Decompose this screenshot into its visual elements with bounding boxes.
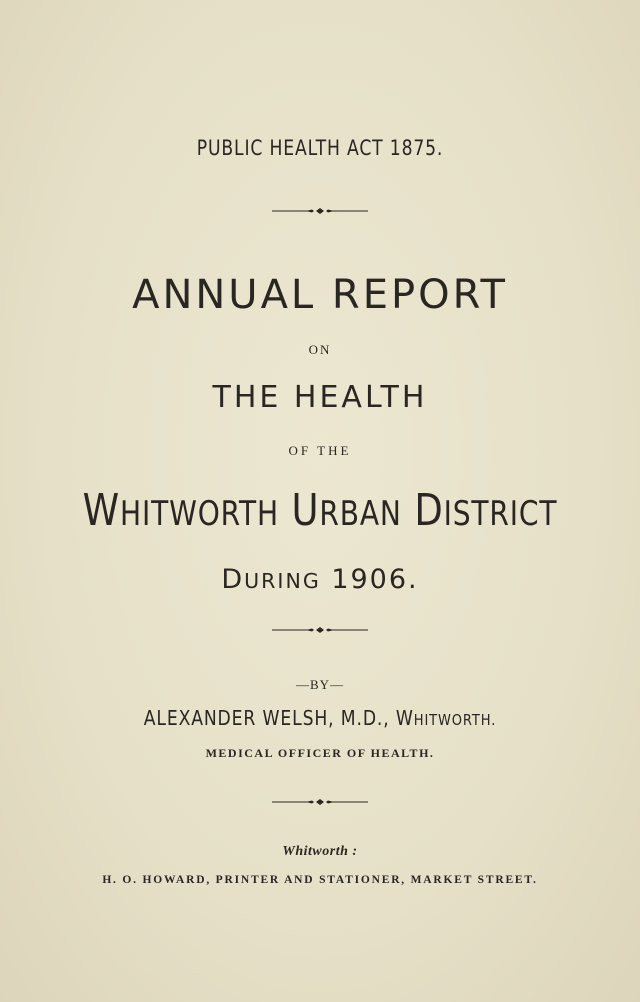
district-word-urban: URBAN xyxy=(291,485,402,536)
title-connector-on: ON xyxy=(308,342,332,357)
report-subject: THE HEALTH xyxy=(212,380,428,415)
district-word-whitworth: WHITWORTH xyxy=(82,485,279,536)
title-connector-of-the: OF THE xyxy=(288,443,352,458)
ornament-rule-bottom xyxy=(0,798,640,806)
author-place: WHITWORTH. xyxy=(395,706,497,730)
imprint-printer: H. O. HOWARD, PRINTER AND STATIONER, MARKET STREET. xyxy=(102,874,538,886)
imprint-town: Whitworth : xyxy=(282,844,358,859)
ornament-rule-top xyxy=(0,207,640,215)
byline-by: —BY— xyxy=(295,677,345,692)
district-name xyxy=(51,485,589,536)
act-heading: PUBLIC HEALTH ACT 1875. xyxy=(196,136,444,160)
author-name: ALEXANDER WELSH, M.D., xyxy=(143,706,390,730)
report-period: DURING 1906. xyxy=(221,564,419,595)
district-word-district: DISTRICT xyxy=(414,485,558,536)
report-title: ANNUAL REPORT xyxy=(132,272,508,318)
ornament-rule-middle xyxy=(0,626,640,634)
report-year: 1906. xyxy=(331,564,419,595)
author-role: MEDICAL OFFICER OF HEALTH. xyxy=(205,746,435,760)
author-line xyxy=(45,706,595,730)
